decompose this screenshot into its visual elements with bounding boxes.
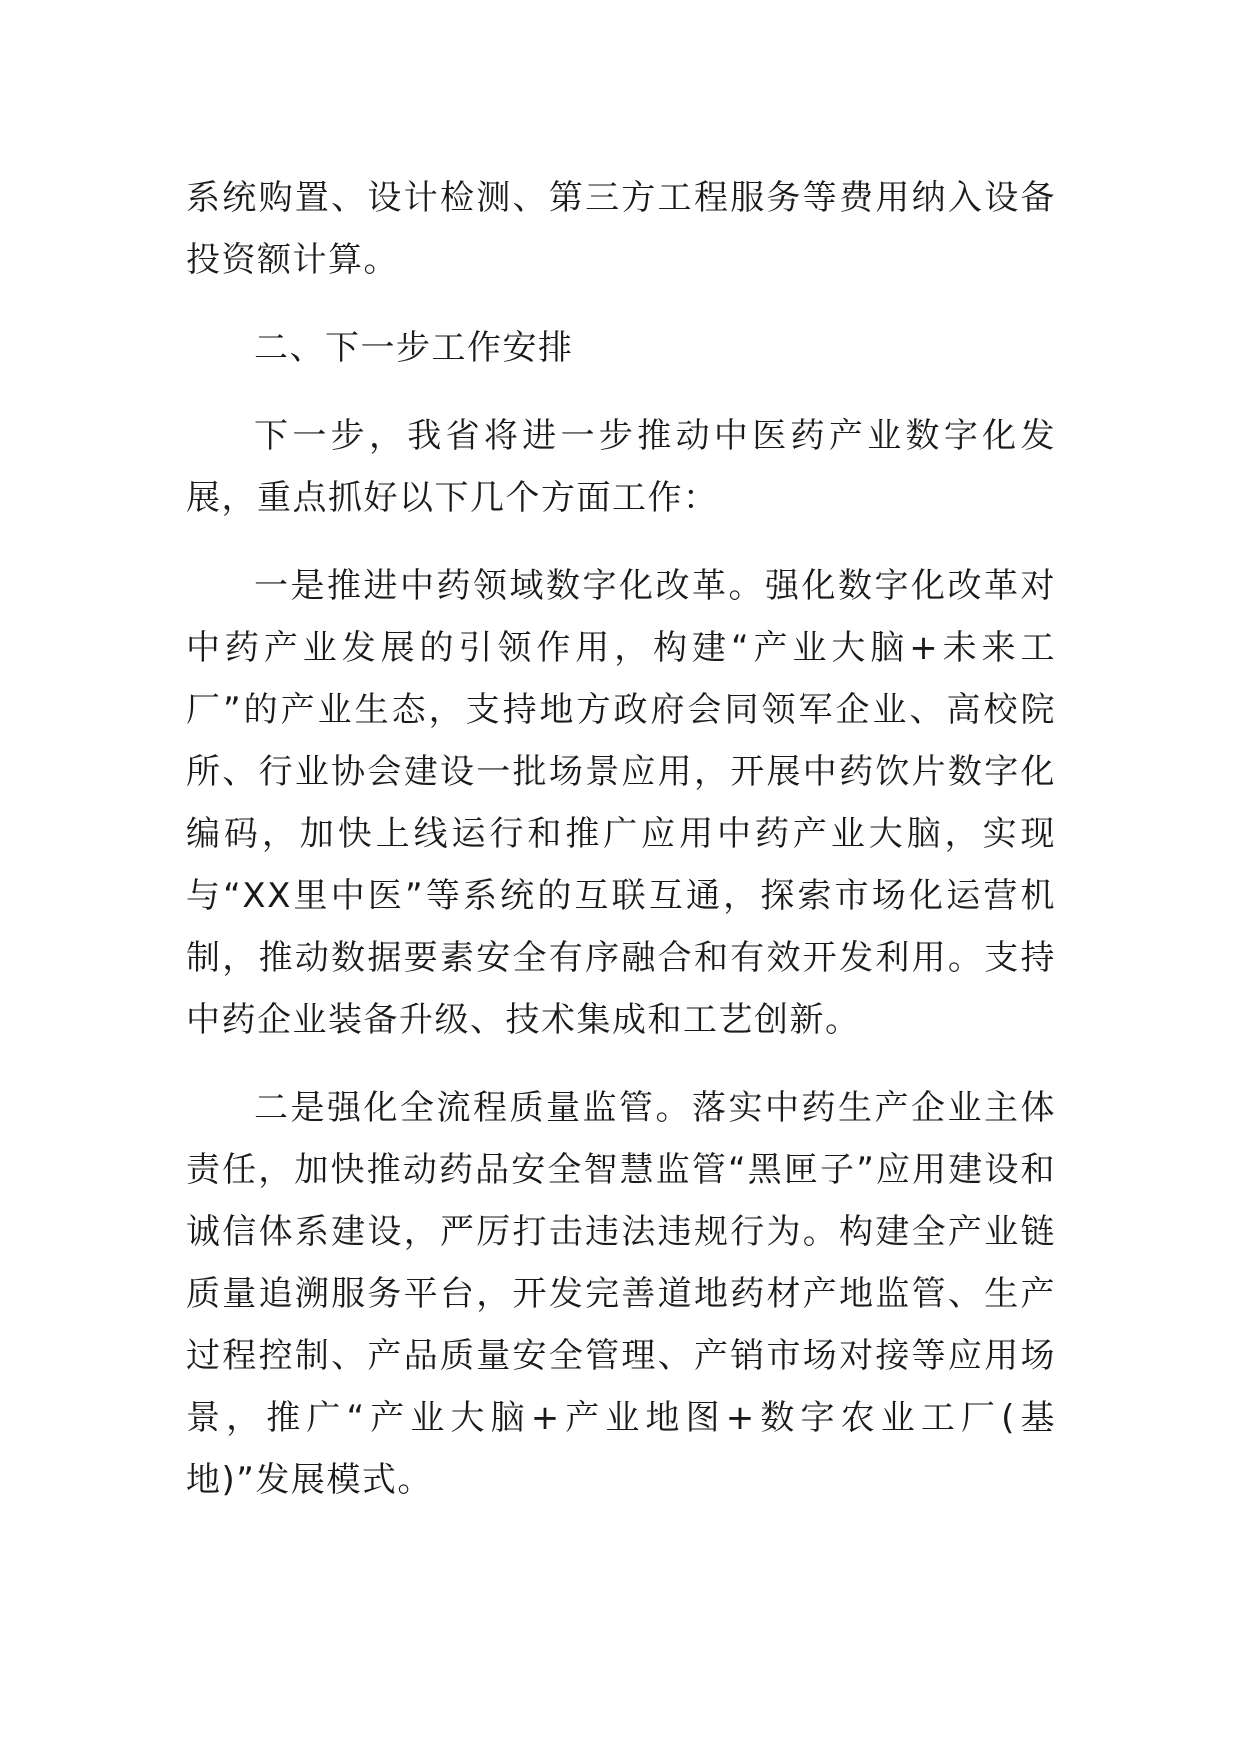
paragraph-item-1: 一是推进中药领域数字化改革。强化数字化改革对中药产业发展的引领作用，构建“产业大脑+未来工厂”的产业生态，支持地方政府会同领军企业、高校院所、行业协会建设一批场景应用，开展中药饮片数字化编码，加快上线运行和推广应用中药产业大脑，实现与“XX里中医”等系统的互联互通，探索市场化运营机制，推动数据要素安全有序融合和有效开发利用。支持中药企业装备升级、技术集成和工艺创新。: [186, 566, 1056, 1040]
paragraph-item-2: 二是强化全流程质量监管。落实中药生产企业主体责任，加快推动药品安全智慧监管“黑匣子”应用建设和诚信体系建设，严厉打击违法违规行为。构建全产业链质量追溯服务平台，开发完善道地药材产地监管、生产过程控制、产品质量安全管理、产销市场对接等应用场景，推广“产业大脑+产业地图+数字农业工厂(基地)”发展模式。: [186, 1088, 1056, 1500]
paragraph-continuation: 系统购置、设计检测、第三方工程服务等费用纳入设备投资额计算。: [186, 178, 1056, 280]
document-body: [186, 167, 1056, 1537]
section-heading: 二、下一步工作安排: [254, 328, 574, 368]
paragraph-intro: 下一步，我省将进一步推动中医药产业数字化发展，重点抓好以下几个方面工作：: [186, 416, 1056, 518]
